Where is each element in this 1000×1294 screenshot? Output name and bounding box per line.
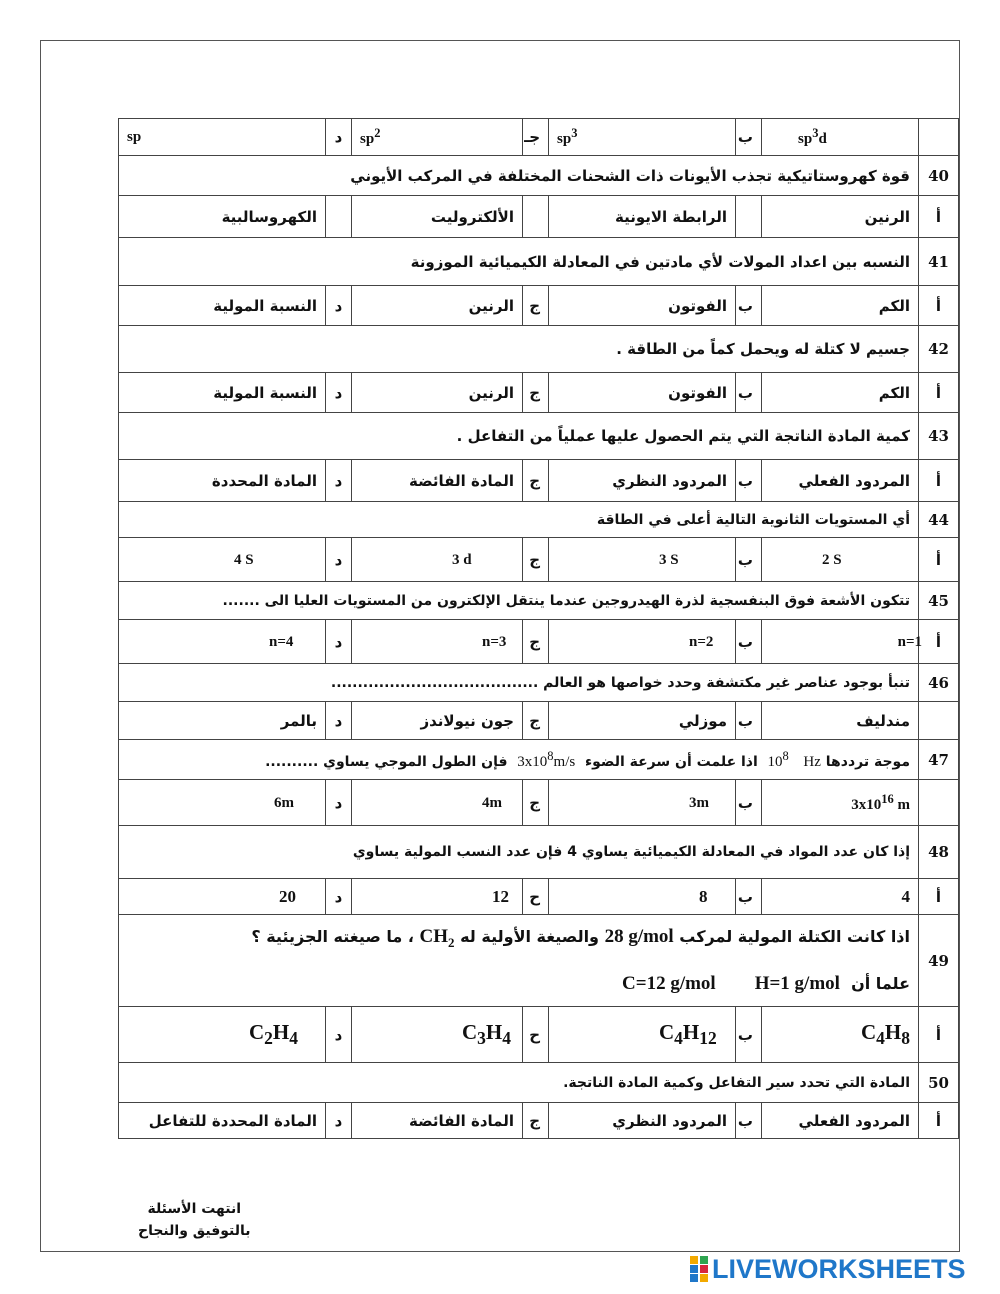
question-row-41 [119, 238, 959, 286]
option-letter-d: د [326, 286, 352, 326]
option-a[interactable]: الكم [762, 286, 919, 326]
option-letter-a: أ [919, 196, 959, 238]
options-row-50 [119, 1103, 959, 1139]
option-a[interactable]: 4 [762, 879, 919, 915]
closing-line-2: بالتوفيق والنجاح [138, 1223, 251, 1239]
option-letter-a: أ [919, 460, 959, 502]
option-a[interactable]: $sp^3d$ [762, 119, 919, 156]
option-d[interactable]: الكهروسالبية [119, 196, 326, 238]
option-letter-a [919, 780, 959, 826]
option-letter-c [523, 196, 549, 238]
option-letter-b: ب [736, 620, 762, 664]
question-number: 42 [919, 326, 959, 373]
question-row-42 [119, 326, 959, 373]
option-b[interactable]: الرابطة الايونية [549, 196, 736, 238]
question-number: 49 [919, 915, 959, 1007]
option-letter-c: ج [523, 620, 549, 664]
liveworksheets-logo[interactable] [690, 1254, 966, 1284]
option-letter-b: ب [736, 538, 762, 582]
option-d[interactable]: بالمر [119, 702, 326, 740]
option-letter-c: ج [523, 538, 549, 582]
question-number: 46 [919, 664, 959, 702]
option-c[interactable]: المادة الفائضة [352, 460, 523, 502]
option-letter-a: أ [919, 1103, 959, 1139]
option-letter-c: ج [523, 460, 549, 502]
option-letter-a: أ [919, 620, 959, 664]
option-letter-d [326, 196, 352, 238]
option-a[interactable]: المردود الفعلي [762, 460, 919, 502]
options-row-41 [119, 286, 959, 326]
option-a[interactable]: مندليف [762, 702, 919, 740]
question-text: كمية المادة الناتجة التي يتم الحصول عليها عملياً من التفاعل . [119, 413, 919, 460]
option-letter-c: ح [523, 1007, 549, 1063]
option-a[interactable]: n=1 [762, 620, 919, 664]
question-text: موجة ترددها Hz $10^8$ اذا علمت أن سرعة الضوء $3x10^8m/s$ فإن الطول الموجي يساوي .......... [119, 740, 919, 780]
question-text: تتكون الأشعة فوق البنفسجية لذرة الهيدروجين عندما ينتقل الإلكترون من المستويات العليا الى ....... [119, 582, 919, 620]
option-b[interactable]: موزلي [549, 702, 736, 740]
options-row-49 [119, 1007, 959, 1063]
option-d[interactable]: المادة المحددة للتفاعل [119, 1103, 326, 1139]
option-b[interactable]: 3 S [549, 538, 736, 582]
option-b[interactable]: الفوتون [549, 286, 736, 326]
question-number: 43 [919, 413, 959, 460]
options-row-39 [119, 119, 959, 156]
question-row-50 [119, 1063, 959, 1103]
option-letter-a [919, 702, 959, 740]
exam-table [118, 118, 959, 1139]
option-letter-a: أ [919, 538, 959, 582]
option-d[interactable]: النسبة المولية [119, 373, 326, 413]
option-d[interactable]: $C_2H_4$ [119, 1007, 326, 1063]
question-row-40 [119, 156, 959, 196]
option-b[interactable]: الفوتون [549, 373, 736, 413]
question-row-44 [119, 502, 959, 538]
question-text: تنبأ بوجود عناصر غير مكتشفة وحدد خواصها هو العالم ....................................... [119, 664, 919, 702]
option-letter-b [736, 196, 762, 238]
option-letter-d: د [326, 373, 352, 413]
question-text: جسيم لا كتلة له ويحمل كماً من الطاقة . [119, 326, 919, 373]
option-letter-d: د [326, 780, 352, 826]
option-letter-b: ب [736, 780, 762, 826]
question-row-49 [119, 915, 959, 1007]
option-letter-a: أ [919, 373, 959, 413]
option-a[interactable]: الرنين [762, 196, 919, 238]
option-a[interactable]: $3x10^{16}$ m [762, 780, 919, 826]
option-b[interactable]: 3m [549, 780, 736, 826]
option-d[interactable]: sp [119, 119, 326, 156]
option-letter-d: د [326, 620, 352, 664]
option-c[interactable]: الرنين [352, 373, 523, 413]
option-letter-a: أ [919, 1007, 959, 1063]
option-a[interactable]: المردود الفعلي [762, 1103, 919, 1139]
question-text: النسبه بين اعداد المولات لأي مادتين في المعادلة الكيميائية الموزونة [119, 238, 919, 286]
options-row-45 [119, 620, 959, 664]
option-b[interactable]: $sp^3$ [549, 119, 736, 156]
question-text: إذا كان عدد المواد في المعادلة الكيميائية يساوي 4 فإن عدد النسب المولية يساوي [119, 826, 919, 879]
options-row-40 [119, 196, 959, 238]
option-letter-c: ج [523, 1103, 549, 1139]
question-number: 40 [919, 156, 959, 196]
option-b[interactable]: المردود النظري [549, 1103, 736, 1139]
option-letter-c: ج [523, 373, 549, 413]
option-letter-b: ب [736, 702, 762, 740]
option-letter-b: ب [736, 1007, 762, 1063]
option-letter-d: د [326, 460, 352, 502]
closing-note [138, 1198, 251, 1242]
question-number: 50 [919, 1063, 959, 1103]
option-d[interactable]: 6m [119, 780, 326, 826]
option-b[interactable]: n=2 [549, 620, 736, 664]
question-number: 47 [919, 740, 959, 780]
question-text: المادة التي تحدد سير التفاعل وكمية المادة الناتجة. [119, 1063, 919, 1103]
option-letter-d: د [326, 1103, 352, 1139]
question-number: 48 [919, 826, 959, 879]
option-letter-b: ب [736, 373, 762, 413]
option-letter-b: ب [736, 286, 762, 326]
option-letter-d: د [326, 119, 352, 156]
option-letter-c: ج [523, 286, 549, 326]
option-letter-d: د [326, 1007, 352, 1063]
option-letter-d: د [326, 879, 352, 915]
question-row-45 [119, 582, 959, 620]
option-letter-d: د [326, 702, 352, 740]
option-letter-c: ج [523, 702, 549, 740]
options-row-43 [119, 460, 959, 502]
question-number: 44 [919, 502, 959, 538]
option-d[interactable]: 20 [119, 879, 326, 915]
option-b[interactable]: المردود النظري [549, 460, 736, 502]
option-a[interactable]: 2 S [762, 538, 919, 582]
option-b[interactable]: 8 [549, 879, 736, 915]
option-letter-a: أ [919, 286, 959, 326]
question-row-47 [119, 740, 959, 780]
option-letter-d: د [326, 538, 352, 582]
question-row-43 [119, 413, 959, 460]
question-row-48 [119, 826, 959, 879]
options-row-46 [119, 702, 959, 740]
option-c[interactable]: الرنين [352, 286, 523, 326]
logo-text: LIVEWORKSHEETS [712, 1253, 966, 1284]
option-c[interactable]: $C_3H_4$ [352, 1007, 523, 1063]
option-d[interactable]: n=4 [119, 620, 326, 664]
option-c[interactable]: الألكتروليت [352, 196, 523, 238]
option-c[interactable]: 12 [352, 879, 523, 915]
option-letter-a: أ [919, 879, 959, 915]
option-letter-b: ب [736, 1103, 762, 1139]
option-letter-b: ب [736, 879, 762, 915]
option-c[interactable]: 4m [352, 780, 523, 826]
question-text: قوة كهروستاتيكية تجذب الأيونات ذات الشحنات المختلفة في المركب الأيوني [119, 156, 919, 196]
option-c[interactable]: $sp^2$ [352, 119, 523, 156]
options-row-47 [119, 780, 959, 826]
options-row-42 [119, 373, 959, 413]
question-text: اذا كانت الكتلة المولية لمركب 28 g/mol والصيغة الأولية له $CH_2$ ، ما صيغته الجزيئية ؟ علما أن H=1 g/mol C=12 g/mol [119, 915, 919, 1007]
option-a[interactable]: الكم [762, 373, 919, 413]
option-d[interactable]: 4 S [119, 538, 326, 582]
option-letter-c: جـ [523, 119, 549, 156]
option-c[interactable]: المادة الفائضة [352, 1103, 523, 1139]
question-number: 41 [919, 238, 959, 286]
closing-line-1: انتهت الأسئلة [147, 1201, 242, 1217]
option-letter-a [919, 119, 959, 156]
question-text: أي المستويات الثانوية التالية أعلى في الطاقة [119, 502, 919, 538]
option-letter-b: ب [736, 119, 762, 156]
option-b[interactable]: $C_4H_{12}$ [549, 1007, 736, 1063]
option-a[interactable]: $C_4H_8$ [762, 1007, 919, 1063]
options-row-48 [119, 879, 959, 915]
option-c[interactable]: n=3 [352, 620, 523, 664]
option-c[interactable]: 3 d [352, 538, 523, 582]
option-letter-c: ح [523, 879, 549, 915]
question-number: 45 [919, 582, 959, 620]
options-row-44 [119, 538, 959, 582]
option-d[interactable]: المادة المحددة [119, 460, 326, 502]
option-d[interactable]: النسبة المولية [119, 286, 326, 326]
option-c[interactable]: جون نيولاندز [352, 702, 523, 740]
option-letter-b: ب [736, 460, 762, 502]
question-row-46 [119, 664, 959, 702]
option-letter-c: ج [523, 780, 549, 826]
logo-mark-icon [690, 1256, 710, 1282]
